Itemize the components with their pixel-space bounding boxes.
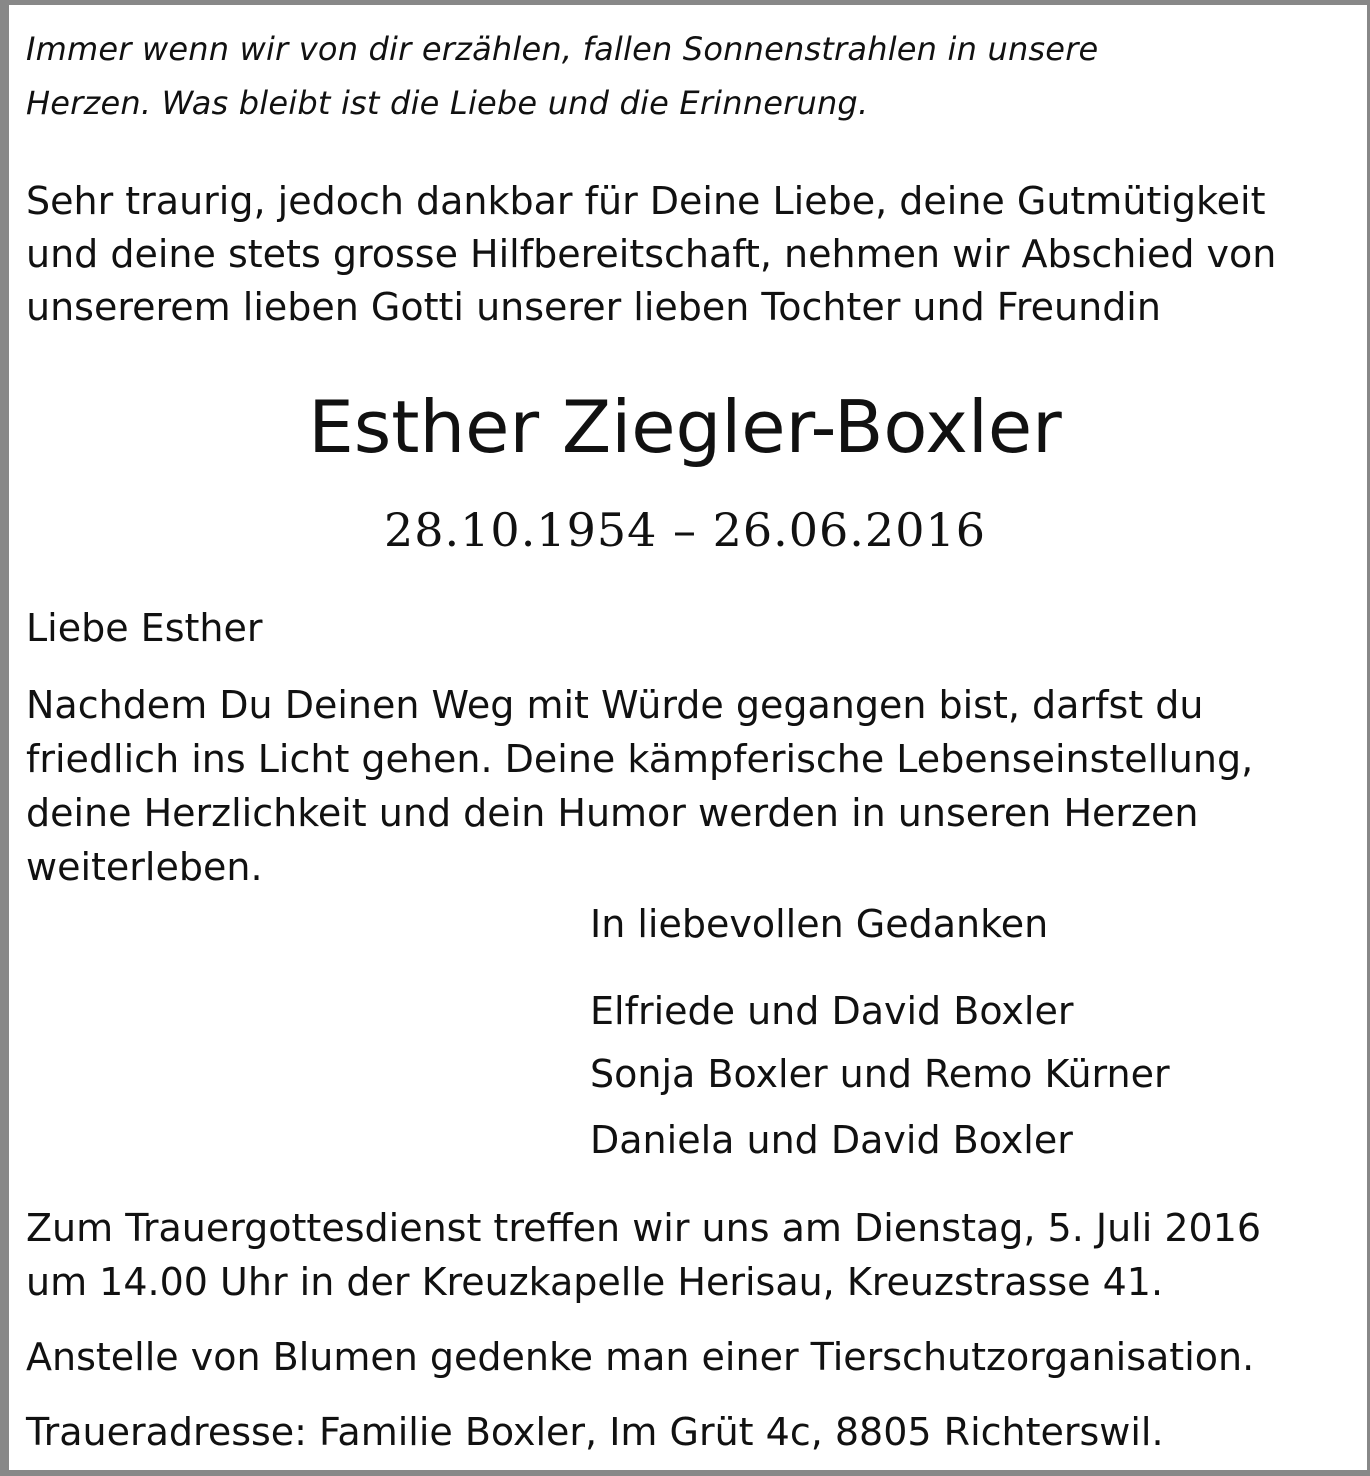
mourner-name: Elfriede und David Boxler	[590, 989, 1074, 1033]
intro-line: unsererem lieben Gotti unserer lieben Tochter und Freundin	[26, 285, 1161, 329]
message-line: friedlich ins Licht gehen. Deine kämpferische Lebenseinstellung,	[26, 737, 1254, 781]
message-line: weiterleben.	[26, 845, 263, 889]
service-line: Zum Trauergottesdienst treffen wir uns am Dienstag, 5. Juli 2016	[26, 1206, 1262, 1250]
motto-line: Immer wenn wir von dir erzählen, fallen Sonnenstrahlen in unsere	[26, 30, 1099, 68]
service-info	[26, 1201, 1261, 1309]
intro-paragraph	[26, 175, 1276, 334]
message-line: Nachdem Du Deinen Weg mit Würde gegangen bist, darfst du	[26, 683, 1204, 727]
life-dates: 28.10.1954 – 26.06.2016	[384, 503, 986, 557]
greeting: Liebe Esther	[26, 606, 263, 650]
motto-line: Herzen. Was bleibt ist die Liebe und die Erinnerung.	[26, 84, 869, 122]
deceased-name: Esther Ziegler-Boxler	[308, 385, 1062, 469]
message-paragraph	[26, 678, 1253, 894]
flowers-note: Anstelle von Blumen gedenke man einer Tierschutzorganisation.	[26, 1335, 1255, 1379]
intro-line: Sehr traurig, jedoch dankbar für Deine Liebe, deine Gutmütigkeit	[26, 179, 1266, 223]
intro-line: und deine stets grosse Hilfbereitschaft, nehmen wir Abschied von	[26, 232, 1277, 276]
service-line: um 14.00 Uhr in der Kreuzkapelle Herisau, Kreuzstrasse 41.	[26, 1260, 1164, 1304]
message-line: deine Herzlichkeit und dein Humor werden in unseren Herzen	[26, 791, 1199, 835]
closing-phrase: In liebevollen Gedanken	[590, 902, 1049, 946]
mourning-address: Traueradresse: Familie Boxler, Im Grüt 4c, 8805 Richterswil.	[26, 1410, 1164, 1454]
mourner-name: Daniela und David Boxler	[590, 1118, 1073, 1162]
motto-quote	[26, 22, 1098, 130]
mourner-name: Sonja Boxler und Remo Kürner	[590, 1052, 1170, 1096]
